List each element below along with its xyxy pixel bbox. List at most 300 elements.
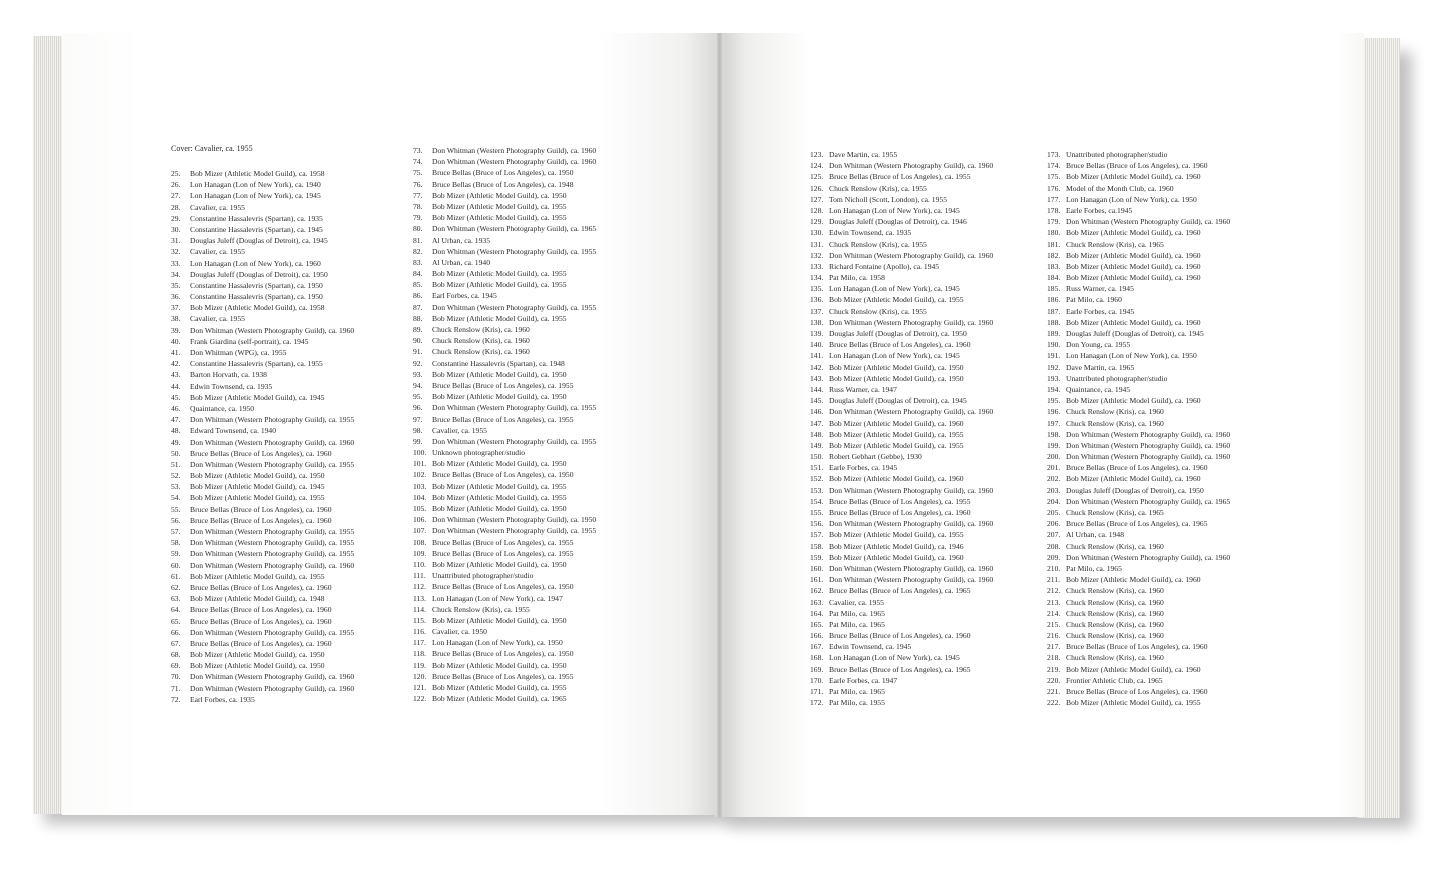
- caption-number: 145.: [810, 396, 824, 406]
- caption-number: 174.: [1047, 161, 1061, 171]
- caption-entry: [810, 283, 993, 294]
- caption-entry: [810, 384, 993, 395]
- caption-number: 106.: [413, 515, 427, 525]
- caption-entry: [413, 346, 596, 357]
- caption-entry: [413, 637, 596, 648]
- caption-text: Al Urban, ca. 1948: [1066, 530, 1124, 540]
- caption-entry: [413, 324, 596, 335]
- caption-text: Don Whitman (Western Photography Guild), ca. 1960: [190, 683, 355, 693]
- caption-number: 221.: [1047, 687, 1061, 696]
- caption-text: Lon Hanagan (Lon of New York), ca. 1940: [190, 180, 321, 190]
- caption-text: Pat Milo, ca. 1955: [829, 698, 885, 708]
- caption-text: Dave Martin, ca. 1955: [829, 150, 898, 159]
- caption-column-1: [171, 168, 354, 705]
- caption-text: Bruce Bellas (Bruce of Los Angeles), ca. 1960: [190, 582, 332, 592]
- caption-number: 166.: [810, 631, 824, 641]
- caption-number: 155.: [810, 508, 824, 517]
- caption-text: Bob Mizer (Athletic Model Guild), ca. 1955: [432, 201, 567, 211]
- caption-text: Bob Mizer (Athletic Model Guild), ca. 1960: [1066, 273, 1201, 283]
- caption-text: Chuck Renslow (Kris), ca. 1955: [829, 183, 927, 193]
- caption-number: 178.: [1047, 205, 1061, 215]
- caption-entry: [810, 552, 993, 563]
- caption-text: Chuck Renslow (Kris), ca. 1960: [1066, 418, 1164, 428]
- caption-number: 88.: [413, 313, 423, 323]
- caption-text: Tom Nicholl (Scott, London), ca. 1955: [829, 194, 947, 204]
- caption-number: 32.: [171, 247, 181, 257]
- caption-entry: [1047, 362, 1230, 373]
- caption-text: Chuck Renslow (Kris), ca. 1955: [829, 239, 927, 249]
- caption-number: 180.: [1047, 228, 1061, 238]
- caption-number: 186.: [1047, 295, 1061, 305]
- caption-entry: [171, 459, 354, 470]
- caption-text: Earle Forbes, ca. 1945: [829, 463, 898, 473]
- caption-number: 117.: [413, 638, 427, 648]
- caption-number: 196.: [1047, 407, 1061, 417]
- caption-entry: [1047, 574, 1230, 585]
- caption-text: Bruce Bellas (Bruce of Los Angeles), ca. 1960: [190, 638, 332, 648]
- caption-number: 137.: [810, 306, 824, 316]
- caption-text: Bob Mizer (Athletic Model Guild), ca. 1950: [432, 190, 567, 200]
- caption-text: Don Whitman (Western Photography Guild), ca. 1960: [190, 560, 355, 570]
- caption-text: Don Whitman (Western Photography Guild), ca. 1960: [432, 157, 597, 167]
- caption-number: 179.: [1047, 217, 1061, 227]
- caption-text: Chuck Renslow (Kris), ca. 1960: [1066, 608, 1164, 618]
- caption-text: Chuck Renslow (Kris), ca. 1960: [1066, 619, 1164, 629]
- caption-entry: [810, 418, 993, 429]
- caption-text: Earl Forbes, ca. 1935: [190, 694, 255, 704]
- caption-text: Earle Forbes, ca. 1945: [1066, 306, 1135, 316]
- caption-text: Bob Mizer (Athletic Model Guild), ca. 1950: [432, 504, 567, 513]
- caption-text: Bob Mizer (Athletic Model Guild), ca. 1955: [432, 313, 567, 323]
- caption-number: 195.: [1047, 396, 1061, 406]
- caption-number: 53.: [171, 482, 181, 492]
- caption-entry: [810, 630, 993, 641]
- caption-entry: [413, 335, 596, 346]
- caption-entry: [1047, 496, 1230, 507]
- caption-number: 71.: [171, 683, 181, 693]
- caption-entry: [810, 250, 993, 261]
- caption-number: 73.: [413, 146, 423, 155]
- caption-number: 101.: [413, 459, 427, 469]
- caption-entry: [810, 306, 993, 317]
- caption-number: 31.: [171, 236, 181, 246]
- caption-number: 151.: [810, 463, 824, 473]
- caption-number: 153.: [810, 485, 824, 495]
- caption-entry: [810, 440, 993, 451]
- caption-entry: [1047, 518, 1230, 529]
- caption-text: Bob Mizer (Athletic Model Guild), ca. 1950: [432, 369, 567, 379]
- caption-text: Russ Warner, ca. 1945: [1066, 284, 1134, 294]
- caption-text: Al Urban, ca. 1935: [432, 235, 490, 245]
- caption-number: 161.: [810, 575, 824, 585]
- caption-column-4: [1047, 149, 1230, 708]
- caption-number: 172.: [810, 698, 824, 708]
- caption-text: Bob Mizer (Athletic Model Guild), ca. 1955: [190, 571, 325, 581]
- caption-text: Cavalier, ca. 1950: [432, 627, 487, 637]
- caption-entry: [810, 183, 993, 194]
- caption-number: 66.: [171, 627, 181, 637]
- caption-entry: [413, 559, 596, 570]
- caption-entry: [413, 648, 596, 659]
- caption-text: Chuck Renslow (Kris), ca. 1960: [1066, 653, 1164, 663]
- caption-entry: [413, 514, 596, 525]
- caption-number: 127.: [810, 194, 824, 204]
- caption-entry: [1047, 597, 1230, 608]
- caption-text: Don Whitman (Western Photography Guild), ca. 1955: [190, 527, 355, 536]
- caption-number: 170.: [810, 675, 824, 685]
- caption-text: Robert Gebhart (Gebbe), 1930: [829, 452, 922, 462]
- caption-entry: [413, 201, 596, 212]
- caption-number: 192.: [1047, 362, 1061, 372]
- caption-entry: [171, 168, 354, 179]
- caption-number: 149.: [810, 440, 824, 450]
- caption-entry: [171, 649, 354, 660]
- caption-text: Chuck Renslow (Kris), ca. 1965: [1066, 508, 1164, 517]
- caption-number: 169.: [810, 664, 824, 674]
- caption-entry: [413, 235, 596, 246]
- caption-text: Bob Mizer (Athletic Model Guild), ca. 1955: [829, 440, 964, 450]
- caption-number: 52.: [171, 471, 181, 481]
- caption-text: Bob Mizer (Athletic Model Guild), ca. 1950: [829, 362, 964, 372]
- caption-entry: [1047, 585, 1230, 596]
- caption-text: Don Whitman (Western Photography Guild), ca. 1955: [432, 526, 597, 536]
- caption-entry: [1047, 339, 1230, 350]
- caption-number: 57.: [171, 527, 181, 536]
- caption-number: 198.: [1047, 429, 1061, 439]
- caption-number: 120.: [413, 671, 427, 681]
- caption-text: Bob Mizer (Athletic Model Guild), ca. 1945: [190, 392, 325, 402]
- caption-entry: [1047, 608, 1230, 619]
- caption-number: 201.: [1047, 463, 1061, 473]
- caption-number: 48.: [171, 426, 181, 436]
- caption-entry: [171, 526, 354, 537]
- caption-text: Bruce Bellas (Bruce of Los Angeles), ca. 1955: [432, 671, 574, 681]
- caption-text: Bruce Bellas (Bruce of Los Angeles), ca. 1960: [1066, 161, 1208, 171]
- caption-number: 191.: [1047, 351, 1061, 361]
- caption-entry: [171, 604, 354, 615]
- caption-number: 68.: [171, 650, 181, 660]
- caption-entry: [810, 350, 993, 361]
- caption-number: 193.: [1047, 373, 1061, 383]
- caption-number: 55.: [171, 504, 181, 514]
- caption-number: 208.: [1047, 541, 1061, 551]
- caption-number: 56.: [171, 515, 181, 525]
- caption-entry: [810, 574, 993, 585]
- caption-text: Bruce Bellas (Bruce of Los Angeles), ca. 1960: [829, 508, 971, 517]
- caption-entry: [413, 145, 596, 156]
- caption-entry: [171, 224, 354, 235]
- caption-number: 212.: [1047, 586, 1061, 596]
- caption-entry: [171, 548, 354, 559]
- caption-number: 158.: [810, 541, 824, 551]
- caption-text: Unattributed photographer/studio: [432, 571, 534, 581]
- caption-entry: [413, 212, 596, 223]
- caption-text: Bob Mizer (Athletic Model Guild), ca. 1950: [432, 615, 567, 625]
- caption-entry: [171, 190, 354, 201]
- caption-text: Bob Mizer (Athletic Model Guild), ca. 1946: [829, 541, 964, 551]
- caption-entry: [1047, 686, 1230, 697]
- caption-entry: [1047, 373, 1230, 384]
- caption-text: Cavalier, ca. 1955: [190, 314, 245, 324]
- caption-entry: [1047, 306, 1230, 317]
- caption-entry: [413, 458, 596, 469]
- caption-entry: [413, 626, 596, 637]
- caption-entry: [413, 414, 596, 425]
- caption-number: 183.: [1047, 261, 1061, 271]
- caption-text: Don Whitman (Western Photography Guild), ca. 1960: [1066, 217, 1231, 227]
- caption-number: 141.: [810, 351, 824, 361]
- caption-number: 220.: [1047, 675, 1061, 685]
- caption-entry: [1047, 227, 1230, 238]
- caption-entry: [810, 272, 993, 283]
- caption-text: Bob Mizer (Athletic Model Guild), ca. 1960: [1066, 474, 1201, 484]
- caption-number: 63.: [171, 594, 181, 604]
- caption-entry: [171, 683, 354, 694]
- caption-number: 171.: [810, 687, 824, 696]
- caption-entry: [171, 369, 354, 380]
- caption-entry: [810, 194, 993, 205]
- caption-entry: [413, 402, 596, 413]
- caption-entry: [810, 675, 993, 686]
- caption-entry: [810, 518, 993, 529]
- caption-text: Constantine Hassalevris (Spartan), ca. 1955: [190, 359, 323, 369]
- caption-text: Don Whitman (Western Photography Guild), ca. 1955: [432, 302, 597, 312]
- caption-number: 138.: [810, 317, 824, 327]
- caption-text: Russ Warner, ca. 1947: [829, 384, 897, 394]
- caption-number: 209.: [1047, 552, 1061, 562]
- caption-text: Cavalier, ca. 1955: [190, 247, 245, 257]
- caption-number: 93.: [413, 369, 423, 379]
- caption-entry: [413, 223, 596, 234]
- caption-number: 203.: [1047, 485, 1061, 495]
- book-gutter: [715, 33, 724, 817]
- caption-text: Bob Mizer (Athletic Model Guild), ca. 1948: [190, 594, 325, 604]
- caption-text: Bob Mizer (Athletic Model Guild), ca. 1960: [1066, 261, 1201, 271]
- caption-entry: [413, 279, 596, 290]
- caption-text: Don Whitman (Western Photography Guild), ca. 1960: [1066, 452, 1231, 462]
- caption-text: Unattributed photographer/studio: [1066, 373, 1168, 383]
- caption-text: Douglas Juleff (Douglas of Detroit), ca. 1945: [190, 236, 328, 246]
- caption-text: Bob Mizer (Athletic Model Guild), ca. 1960: [1066, 575, 1201, 585]
- caption-text: Lon Hanagan (Lon of New York), ca. 1947: [432, 593, 563, 603]
- caption-number: 156.: [810, 519, 824, 529]
- caption-entry: [171, 202, 354, 213]
- caption-entry: [1047, 194, 1230, 205]
- caption-text: Lon Hanagan (Lon of New York), ca. 1950: [1066, 194, 1197, 204]
- caption-entry: [171, 616, 354, 627]
- caption-text: Bob Mizer (Athletic Model Guild), ca. 1960: [1066, 317, 1201, 327]
- caption-entry: [413, 358, 596, 369]
- caption-text: Bruce Bellas (Bruce of Los Angeles), ca. 1950: [432, 470, 574, 480]
- caption-text: Bruce Bellas (Bruce of Los Angeles), ca. 1960: [190, 504, 332, 514]
- caption-entry: [1047, 485, 1230, 496]
- caption-text: Bob Mizer (Athletic Model Guild), ca. 1955: [190, 493, 325, 503]
- caption-number: 54.: [171, 493, 181, 503]
- caption-entry: [1047, 272, 1230, 283]
- caption-entry: [1047, 149, 1230, 160]
- caption-entry: [171, 302, 354, 313]
- caption-number: 200.: [1047, 452, 1061, 462]
- caption-number: 105.: [413, 504, 427, 513]
- caption-text: Bruce Bellas (Bruce of Los Angeles), ca. 1965: [829, 586, 971, 596]
- caption-number: 194.: [1047, 384, 1061, 394]
- caption-number: 132.: [810, 250, 824, 260]
- caption-entry: [1047, 675, 1230, 686]
- caption-number: 144.: [810, 384, 824, 394]
- caption-text: Don Whitman (Western Photography Guild), ca. 1965: [1066, 496, 1231, 506]
- caption-entry: [413, 469, 596, 480]
- caption-text: Don Whitman (Western Photography Guild), ca. 1960: [190, 437, 355, 447]
- caption-text: Bob Mizer (Athletic Model Guild), ca. 1960: [829, 474, 964, 484]
- caption-number: 45.: [171, 392, 181, 402]
- caption-entry: [810, 339, 993, 350]
- caption-entry: [413, 290, 596, 301]
- caption-entry: [810, 451, 993, 462]
- caption-number: 43.: [171, 370, 181, 380]
- caption-entry: [1047, 328, 1230, 339]
- caption-number: 125.: [810, 172, 824, 182]
- caption-text: Bob Mizer (Athletic Model Guild), ca. 1955: [432, 492, 567, 502]
- caption-text: Don Whitman (Western Photography Guild), ca. 1960: [829, 161, 994, 171]
- caption-number: 154.: [810, 496, 824, 506]
- caption-number: 150.: [810, 452, 824, 462]
- caption-text: Unattributed photographer/studio: [1066, 150, 1168, 159]
- caption-text: Lon Hanagan (Lon of New York), ca. 1945: [190, 191, 321, 201]
- caption-text: Don Whitman (Western Photography Guild), ca. 1960: [190, 325, 355, 335]
- caption-entry: [171, 392, 354, 403]
- caption-text: Pat Milo, ca. 1965: [829, 608, 885, 618]
- caption-number: 134.: [810, 273, 824, 283]
- caption-entry: [1047, 664, 1230, 675]
- caption-number: 70.: [171, 672, 181, 682]
- caption-entry: [810, 317, 993, 328]
- caption-number: 136.: [810, 295, 824, 305]
- caption-text: Bob Mizer (Athletic Model Guild), ca. 1950: [432, 660, 567, 670]
- caption-number: 95.: [413, 392, 423, 402]
- caption-text: Don Whitman (Western Photography Guild), ca. 1960: [829, 575, 994, 585]
- caption-entry: [810, 496, 993, 507]
- caption-entry: [171, 425, 354, 436]
- caption-entry: [1047, 395, 1230, 406]
- caption-entry: [810, 239, 993, 250]
- caption-entry: [413, 481, 596, 492]
- caption-number: 205.: [1047, 508, 1061, 517]
- caption-number: 152.: [810, 474, 824, 484]
- caption-entry: [1047, 451, 1230, 462]
- caption-entry: [1047, 462, 1230, 473]
- caption-number: 75.: [413, 168, 423, 178]
- caption-entry: [171, 291, 354, 302]
- caption-number: 188.: [1047, 317, 1061, 327]
- caption-text: Earle Forbes, ca. 1947: [829, 675, 898, 685]
- caption-text: Bob Mizer (Athletic Model Guild), ca. 1960: [1066, 396, 1201, 406]
- caption-number: 110.: [413, 559, 427, 569]
- caption-entry: [171, 213, 354, 224]
- caption-entry: [171, 627, 354, 638]
- caption-entry: [413, 660, 596, 671]
- caption-number: 207.: [1047, 530, 1061, 540]
- caption-number: 129.: [810, 217, 824, 227]
- caption-text: Don Whitman (Western Photography Guild), ca. 1960: [829, 407, 994, 417]
- caption-number: 96.: [413, 403, 423, 413]
- caption-number: 114.: [413, 604, 427, 614]
- caption-text: Bruce Bellas (Bruce of Los Angeles), ca. 1955: [432, 380, 574, 390]
- caption-number: 107.: [413, 526, 427, 536]
- caption-number: 109.: [413, 548, 427, 558]
- caption-entry: [810, 294, 993, 305]
- caption-text: Don Whitman (Western Photography Guild), ca. 1960: [1066, 429, 1231, 439]
- caption-entry: [1047, 216, 1230, 227]
- caption-text: Barton Horvath, ca. 1938: [190, 370, 267, 380]
- caption-entry: [810, 485, 993, 496]
- caption-number: 59.: [171, 549, 181, 559]
- caption-entry: [810, 205, 993, 216]
- caption-text: Don Whitman (Western Photography Guild), ca. 1960: [432, 146, 597, 155]
- caption-text: Chuck Renslow (Kris), ca. 1955: [432, 604, 530, 614]
- caption-text: Edwin Townsend, ca. 1935: [829, 228, 912, 238]
- caption-text: Bruce Bellas (Bruce of Los Angeles), ca. 1955: [829, 172, 971, 182]
- caption-number: 40.: [171, 336, 181, 346]
- caption-entry: [1047, 205, 1230, 216]
- caption-number: 130.: [810, 228, 824, 238]
- caption-text: Bob Mizer (Athletic Model Guild), ca. 1958: [190, 169, 325, 178]
- caption-entry: [1047, 283, 1230, 294]
- caption-text: Bob Mizer (Athletic Model Guild), ca. 1950: [432, 392, 567, 402]
- caption-number: 89.: [413, 325, 423, 334]
- caption-entry: [171, 269, 354, 280]
- caption-entry: [810, 462, 993, 473]
- caption-entry: [171, 582, 354, 593]
- caption-entry: [810, 227, 993, 238]
- caption-number: 26.: [171, 180, 181, 190]
- caption-text: Constantine Hassalevris (Spartan), ca. 1945: [190, 224, 323, 234]
- caption-text: Don Whitman (Western Photography Guild), ca. 1955: [190, 459, 355, 469]
- caption-number: 112.: [413, 582, 427, 592]
- caption-text: Don Whitman (Western Photography Guild), ca. 1955: [432, 403, 597, 413]
- caption-entry: [171, 246, 354, 257]
- caption-entry: [171, 414, 354, 425]
- caption-number: 86.: [413, 291, 423, 301]
- caption-text: Frank Giardina (self-portrait), ca. 1945: [190, 336, 309, 346]
- caption-text: Constantine Hassalevris (Spartan), ca. 1948: [432, 358, 565, 368]
- caption-text: Bruce Bellas (Bruce of Los Angeles), ca. 1960: [190, 605, 332, 615]
- caption-text: Pat Milo, ca. 1958: [829, 273, 885, 283]
- caption-entry: [1047, 250, 1230, 261]
- caption-number: 30.: [171, 224, 181, 234]
- caption-text: Bob Mizer (Athletic Model Guild), ca. 1965: [432, 694, 567, 704]
- caption-text: Bruce Bellas (Bruce of Los Angeles), ca. 1955: [432, 548, 574, 558]
- caption-text: Constantine Hassalevris (Spartan), ca. 1950: [190, 280, 323, 290]
- caption-text: Chuck Renslow (Kris), ca. 1960: [1066, 631, 1164, 641]
- caption-number: 115.: [413, 615, 427, 625]
- caption-text: Douglas Juleff (Douglas of Detroit), ca. 1950: [190, 269, 328, 279]
- caption-text: Bob Mizer (Athletic Model Guild), ca. 1955: [432, 481, 567, 491]
- caption-text: Don Whitman (Western Photography Guild), ca. 1955: [190, 415, 355, 425]
- caption-text: Bob Mizer (Athletic Model Guild), ca. 1955: [1066, 698, 1201, 708]
- caption-number: 72.: [171, 694, 181, 704]
- caption-number: 102.: [413, 470, 427, 480]
- caption-text: Edwin Townsend, ca. 1935: [190, 381, 273, 391]
- caption-text: Douglas Juleff (Douglas of Detroit), ca. 1945: [829, 396, 967, 406]
- caption-entry: [1047, 183, 1230, 194]
- caption-text: Chuck Renslow (Kris), ca. 1960: [432, 347, 530, 357]
- caption-entry: [413, 313, 596, 324]
- caption-entry: [171, 560, 354, 571]
- caption-column-2: [413, 145, 596, 704]
- caption-entry: [413, 682, 596, 693]
- caption-number: 49.: [171, 437, 181, 447]
- caption-number: 83.: [413, 257, 423, 267]
